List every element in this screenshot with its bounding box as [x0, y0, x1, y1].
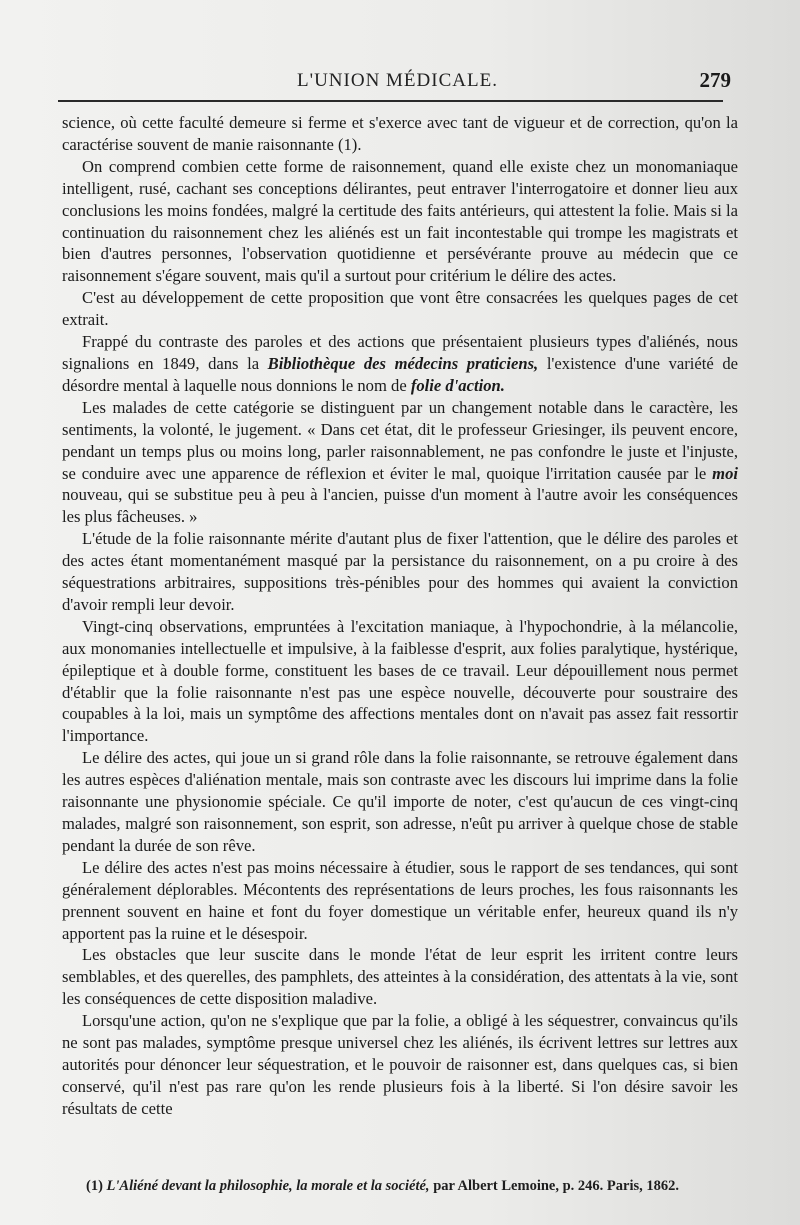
paragraph-9: Le délire des actes n'est pas moins nécessaire à étudier, sous le rapport de ses tendances, qui sont généralement déplorables. Mécontents des représentations de leurs proches, les fous raisonnants les prennent souvent en haine et font du foyer domestique un véritable enfer, heureux quand ils n'y apportent pas la ruine et le désespoir. — [62, 857, 738, 943]
term-emphasis: folie d'action. — [410, 375, 505, 395]
paragraph-5-text-b: nouveau, qui se substitue peu à peu à l'ancien, puisse d'un moment à l'autre avoir les conséquences les plus fâcheuses. » — [62, 485, 738, 527]
footnote — [86, 1178, 746, 1195]
paragraph-10: Les obstacles que leur suscite dans le monde l'état de leur esprit les irritent contre leurs semblables, et des querelles, des pamphlets, des atteintes à la considération, des attentats à la vie, sont les conséquences de cette disposition maladive. — [62, 945, 738, 1009]
paragraph-4-text-b: l'existence d'une variété de désordre mental à laquelle nous donnions le nom de — [62, 353, 738, 395]
paragraph-7: Vingt-cinq observations, empruntées à l'excitation maniaque, à l'hypochondrie, à la mélancolie, aux monomanies intellectuelle et impulsive, à la faiblesse d'esprit, aux folies paralytique, hystérique, épileptique et à double forme, constituent les bases de ce travail. Leur dépouillement nous permet d'établir que la folie raisonnante n'est pas une espèce nouvelle, découverte pour soustraire des coupables à la loi, mais un symptôme des affections mentales dont on n'avait pas assez fait ressortir l'importance. — [62, 616, 738, 746]
footnote-title: L'Aliéné devant la philosophie, la morale et la société, — [106, 1178, 430, 1194]
running-head — [60, 68, 735, 98]
running-title: L'UNION MÉDICALE. — [297, 70, 498, 91]
paragraph-4-text-a: Frappé du contraste des paroles et des actions que présentaient plusieurs types d'aliénés, nous signalions en 1849, dans la — [62, 332, 738, 373]
paragraph-5-text-a: Les malades de cette catégorie se distinguent par un changement notable dans le caractère, les sentiments, la volonté, le jugement. « Dans cet état, dit le professeur Griesinger, ils peuvent encore, pendant un temps plus ou moins long, parler raisonnablement, ne pas confondre le juste et l'injuste, se conduire avec une apparence de réflexion et éviter le mal, quoique l'irritation causée par le — [62, 397, 738, 483]
paragraph-6: L'étude de la folie raisonnante mérite d'autant plus de fixer l'attention, que le délire des paroles et des actes étant momentanément masqué par la persistance du raisonnement, on a pu croire à des séquestrations arbitraires, suppositions très-pénibles pour des hommes qui avaient la conviction d'avoir rempli leur devoir. — [62, 529, 738, 614]
header-rule — [58, 100, 723, 102]
footnote-marker: (1) — [86, 1178, 103, 1194]
paragraph-8: Le délire des actes, qui joue un si grand rôle dans la folie raisonnante, se retrouve également dans les autres espèces d'aliénation mentale, mais son contraste avec les discours lui imprime dans la folie raisonnante une physionomie spéciale. Ce qu'il importe de noter, c'est qu'aucun de ces vingt-cinq malades, malgré son raisonnement, son esprit, son adresse, n'eût pu arriver à quelque chose de stable pendant la durée de son rêve. — [62, 748, 738, 855]
paragraph-3: C'est au développement de cette proposition que vont être consacrées les quelques pages de cet extrait. — [62, 288, 738, 330]
footnote-citation: par Albert Lemoine, p. 246. Paris, 1862. — [433, 1178, 680, 1194]
book-title-emphasis: Bibliothèque des médecins praticiens, — [267, 353, 539, 373]
page-number: 279 — [699, 68, 731, 92]
paragraph-5 — [62, 397, 738, 528]
body-text — [62, 112, 738, 1120]
paragraph-1: science, où cette faculté demeure si ferme et s'exerce avec tant de vigueur et de correction, qu'on la caractérise souvent de manie raisonnante (1). — [62, 113, 738, 154]
paragraph-2: On comprend combien cette forme de raisonnement, quand elle existe chez un monomaniaque intelligent, rusé, cachant ses conceptions délirantes, peut entraver l'interrogatoire et donner lieu aux conclusions les moins fondées, malgré la certitude des faits antérieurs, qui attestent la folie. Mais si la continuation du raisonnement chez les aliénés est un fait incontestable qui trompe les magistrats et bien d'autres personnes, l'observation quotidienne et persévérante prouve au médecin que ce raisonnement s'égare souvent, mais qu'il a surtout pour critérium le délire des actes. — [62, 156, 738, 286]
paragraph-11: Lorsqu'une action, qu'on ne s'explique que par la folie, a obligé à les séquestrer, convaincus qu'ils ne sont pas malades, symptôme presque universel chez les aliénés, ils écrivent lettres sur lettres aux autorités pour dénoncer leur séquestration, et le pouvoir de raisonner est, dans quelques cas, si bien conservé, qu'il n'est pas rare qu'on les rende plusieurs fois à la liberté. Si l'on désire savoir les résultats de cette — [62, 1011, 738, 1118]
moi-emphasis: moi — [712, 463, 738, 483]
paragraph-4 — [62, 331, 738, 397]
